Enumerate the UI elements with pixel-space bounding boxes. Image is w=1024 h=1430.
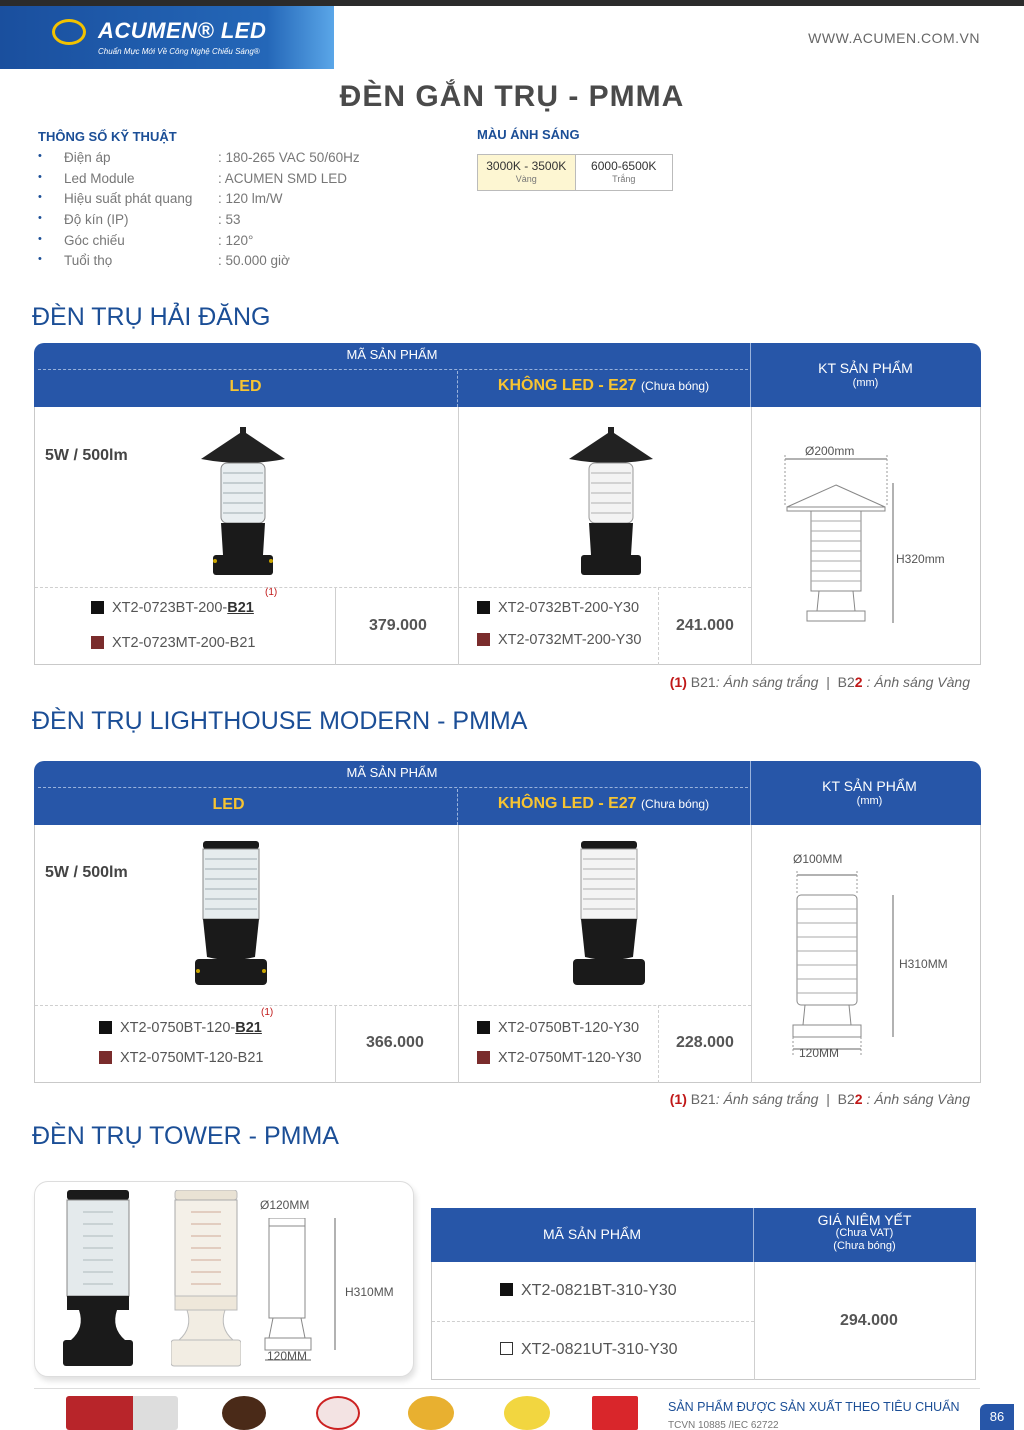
modern-lamp-image xyxy=(193,841,269,989)
standard-text: SẢN PHẨM ĐƯỢC SẢN XUẤT THEO TIÊU CHUẨN xyxy=(668,1400,960,1414)
noled-price: 241.000 xyxy=(676,617,734,634)
code-row: XT2-0732MT-200-Y30 xyxy=(477,632,641,648)
footnote: (1) B21: Ánh sáng trắng | B22 : Ánh sáng Vàng xyxy=(669,1091,970,1107)
website-url[interactable]: WWW.ACUMEN.COM.VN xyxy=(808,30,980,46)
brand-tagline: Chuẩn Mực Mới Về Công Nghệ Chiếu Sáng® xyxy=(98,47,260,56)
note-marker: (1) xyxy=(261,1007,274,1018)
dimension-drawing xyxy=(263,1218,343,1368)
code-row: XT2-0750MT-120-Y30 xyxy=(477,1050,641,1066)
black-swatch xyxy=(477,1021,490,1034)
section-title-hai-dang: ĐÈN TRỤ HẢI ĐĂNG xyxy=(32,303,271,331)
section-title-tower: ĐÈN TRỤ TOWER - PMMA xyxy=(32,1122,339,1150)
brand-logo xyxy=(0,6,334,69)
tower-lamp-white-image xyxy=(171,1190,241,1368)
cool-color-cell: 6000-6500K Trắng xyxy=(591,159,657,184)
dim-height: H310MM xyxy=(345,1285,394,1299)
brown-swatch xyxy=(99,1051,112,1064)
noled-price: 228.000 xyxy=(676,1034,734,1051)
note-marker: (1) xyxy=(265,587,278,598)
light-color-box xyxy=(477,154,673,191)
lighthouse-lamp-image xyxy=(193,427,293,579)
brown-swatch xyxy=(91,636,104,649)
vietnam-brand-logo xyxy=(592,1396,638,1430)
footer-divider xyxy=(34,1388,980,1389)
gold-award-logo xyxy=(222,1396,266,1430)
section-title-lighthouse-modern: ĐÈN TRỤ LIGHTHOUSE MODERN - PMMA xyxy=(32,707,528,735)
brown-swatch xyxy=(477,633,490,646)
code-row: XT2-0723MT-200-B21 xyxy=(91,635,255,651)
table-header: MÃ SẢN PHẨM LED KHÔNG LED - E27 (Chưa bóng) KT SẢN PHẨM (mm) xyxy=(34,343,981,407)
black-swatch xyxy=(500,1283,513,1296)
brand-name: ACUMEN® LED xyxy=(98,18,267,43)
page-title: ĐÈN GẮN TRỤ - PMMA xyxy=(339,80,685,113)
gold-medal-logo xyxy=(408,1396,454,1430)
warm-color-cell: 3000K - 3500K Vàng xyxy=(478,155,576,190)
tower-table xyxy=(431,1262,976,1380)
dim-base: 120MM xyxy=(799,1046,840,1060)
code-row: XT2-0750MT-120-B21 xyxy=(99,1050,263,1066)
product-table xyxy=(34,825,981,1083)
dim-diameter: Ø100MM xyxy=(793,852,843,866)
star-award-logo xyxy=(316,1396,360,1430)
spec-title: THÔNG SỐ KỸ THUẬT xyxy=(38,129,177,144)
led-price: 379.000 xyxy=(369,617,427,634)
power-rating: 5W / 500lm xyxy=(45,864,128,881)
power-rating: 5W / 500lm xyxy=(45,447,128,464)
tower-lamp-black-image xyxy=(63,1190,133,1368)
black-swatch xyxy=(477,601,490,614)
brown-swatch xyxy=(477,1051,490,1064)
modern-lamp-e27-image xyxy=(571,841,647,989)
lighthouse-lamp-e27-image xyxy=(561,427,661,579)
dim-height: H320mm xyxy=(896,552,945,566)
page-number: 86 xyxy=(980,1404,1014,1430)
dimension-drawing xyxy=(789,869,909,1069)
quality-seal-logo xyxy=(504,1396,550,1430)
code-row: XT2-0750BT-120-B21 xyxy=(99,1020,262,1036)
code-row: XT2-0821BT-310-Y30 xyxy=(500,1282,677,1300)
footnote: (1) B21: Ánh sáng trắng | B22 : Ánh sáng Vàng xyxy=(669,674,970,690)
led-price: 366.000 xyxy=(366,1034,424,1051)
dimension-drawing xyxy=(781,437,901,637)
dim-diameter: Ø120MM xyxy=(260,1198,310,1212)
light-color-title: MÀU ÁNH SÁNG xyxy=(477,127,580,142)
dim-height: H310MM xyxy=(899,957,948,971)
tower-price: 294.000 xyxy=(840,1312,898,1329)
tower-table-header: MÃ SẢN PHẨM GIÁ NIÊM YẾT (Chưa VAT) (Chưa bóng) xyxy=(431,1208,976,1262)
table-header: MÃ SẢN PHẨM LED KHÔNG LED - E27 (Chưa bóng) KT SẢN PHẨM (mm) xyxy=(34,761,981,825)
logo-mark-icon xyxy=(52,19,86,45)
dim-base: 120MM xyxy=(267,1349,308,1363)
product-table xyxy=(34,407,981,665)
code-row: XT2-0732BT-200-Y30 xyxy=(477,600,639,616)
code-row: XT2-0750BT-120-Y30 xyxy=(477,1020,639,1036)
black-swatch xyxy=(91,601,104,614)
dim-diameter: Ø200mm xyxy=(805,444,855,458)
code-row: XT2-0723BT-200-B21 xyxy=(91,600,254,616)
code-row: XT2-0821UT-310-Y30 xyxy=(500,1341,678,1359)
standard-subtext: TCVN 10885 /IEC 62722 xyxy=(668,1420,779,1430)
black-swatch xyxy=(99,1021,112,1034)
tower-image-card xyxy=(34,1181,414,1377)
white-swatch xyxy=(500,1342,513,1355)
iso-cert-logo xyxy=(66,1396,178,1430)
